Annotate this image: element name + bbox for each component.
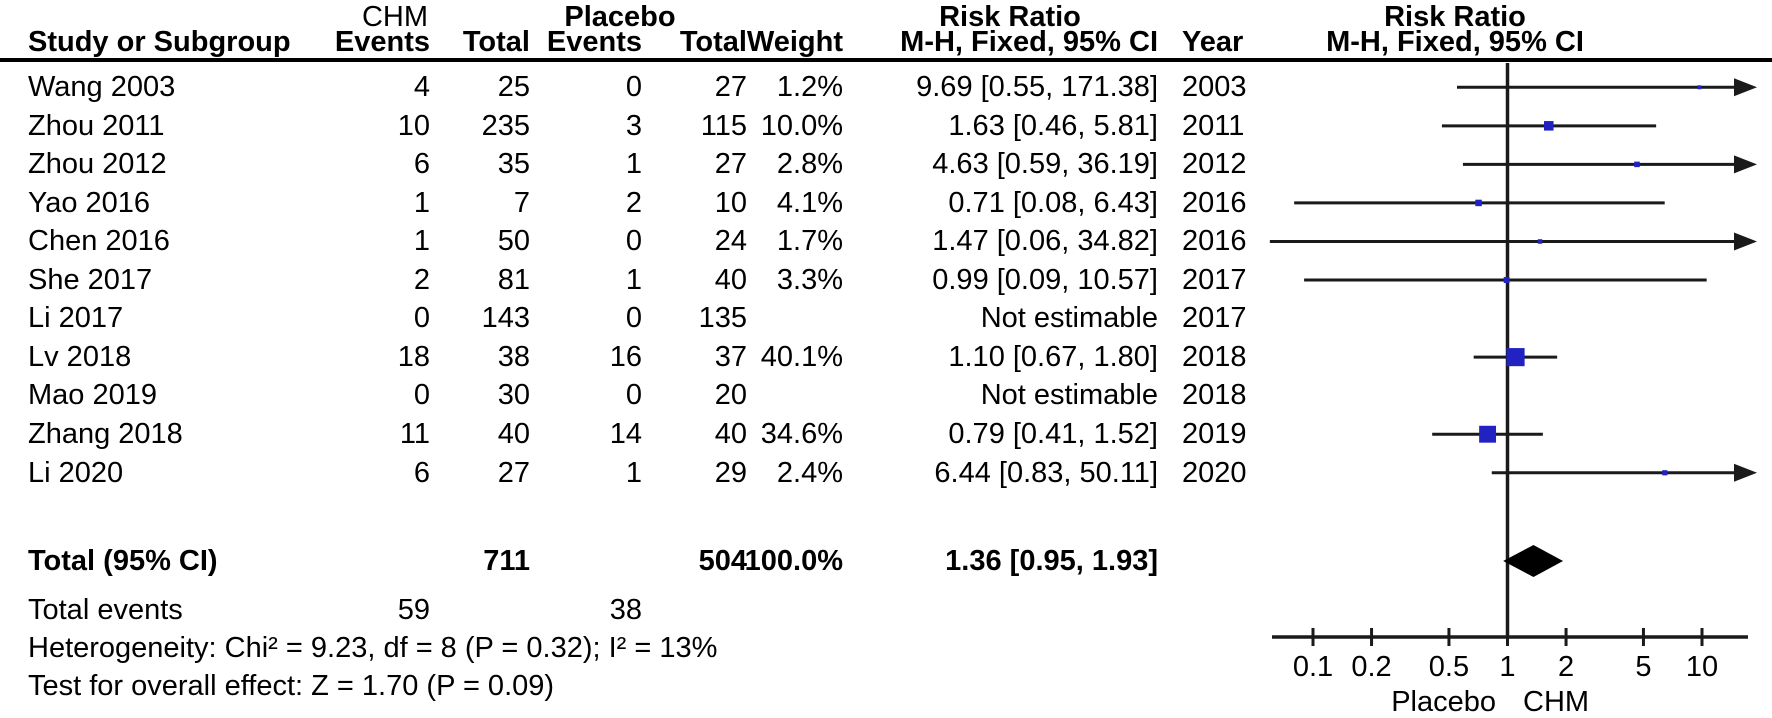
total-events-row	[0, 591, 1772, 630]
cell-risk-ratio-ci: 6.44 [0.83, 50.11]	[934, 456, 1158, 489]
column-header-chm-events: Events	[334, 26, 430, 58]
cell-chm-events: 0	[413, 379, 430, 412]
risk-ratio-left-header: Risk Ratio	[939, 1, 1081, 33]
cell-chm-events: 0	[413, 302, 430, 335]
cell-study: Zhou 2012	[28, 148, 167, 181]
cell-placebo-events: 16	[609, 340, 642, 373]
cell-weight: 10.0%	[760, 109, 843, 142]
cell-placebo-events: 0	[625, 225, 642, 258]
cell-placebo-events: 1	[625, 263, 642, 296]
cell-chm-total: 50	[497, 225, 530, 258]
cell-placebo-total: 40	[714, 263, 747, 296]
cell-study: Yao 2016	[28, 186, 151, 219]
cell-study: Chen 2016	[28, 225, 170, 258]
cell-placebo-total: 135	[698, 302, 747, 335]
column-header-mh-ci-right: M-H, Fixed, 95% CI	[1326, 26, 1584, 58]
favours-placebo-label: Placebo	[1391, 686, 1496, 718]
x-axis-tick-label: 1	[1499, 651, 1516, 683]
cell-placebo-total: 115	[700, 109, 747, 142]
table-row	[0, 222, 1772, 261]
x-axis-tick-label: 0.5	[1428, 651, 1470, 683]
table-row	[0, 299, 1772, 338]
cell-placebo-total: 27	[714, 71, 747, 103]
cell-year: 2016	[1182, 225, 1247, 258]
cell-chm-events: 2	[413, 263, 430, 296]
cell-chm-events: 6	[413, 456, 430, 489]
cell-year: 2016	[1182, 186, 1247, 219]
cell-chm-total: 7	[513, 186, 530, 219]
total-placebo-n: 504	[698, 545, 747, 577]
table-row	[0, 107, 1772, 146]
cell-placebo-events: 1	[625, 148, 642, 181]
total-row	[0, 542, 1772, 581]
cell-risk-ratio-ci: 1.10 [0.67, 1.80]	[948, 340, 1158, 373]
cell-study: Li 2020	[28, 456, 124, 489]
column-header-weight: Weight	[746, 26, 843, 58]
cell-chm-events: 4	[413, 71, 430, 103]
cell-chm-total: 25	[497, 71, 530, 103]
overall-effect-row	[0, 667, 1772, 706]
cell-placebo-events: 1	[625, 456, 642, 489]
favours-chm-label: CHM	[1523, 686, 1590, 718]
cell-placebo-events: 0	[625, 71, 642, 103]
cell-placebo-total: 40	[714, 417, 747, 450]
cell-weight: 1.7%	[776, 225, 843, 258]
cell-weight: 2.8%	[776, 148, 843, 181]
cell-placebo-events: 0	[625, 302, 642, 335]
x-axis-tick-label: 10	[1685, 651, 1719, 683]
cell-year: 2003	[1182, 71, 1247, 103]
cell-chm-total: 235	[481, 109, 530, 142]
cell-weight: 3.3%	[776, 263, 843, 296]
cell-placebo-events: 0	[625, 379, 642, 412]
cell-placebo-total: 37	[714, 340, 747, 373]
cell-chm-total: 40	[497, 417, 530, 450]
total-events-chm: 59	[397, 594, 430, 626]
cell-chm-events: 11	[399, 417, 430, 450]
cell-chm-events: 6	[413, 148, 430, 181]
table-row	[0, 376, 1772, 415]
cell-risk-ratio-ci: 0.71 [0.08, 6.43]	[948, 186, 1158, 219]
cell-study: Wang 2003	[28, 71, 176, 103]
risk-ratio-right-header: Risk Ratio	[1384, 1, 1526, 33]
cell-year: 2017	[1182, 302, 1247, 335]
heterogeneity-row	[0, 629, 1772, 668]
cell-study: Mao 2019	[28, 379, 157, 412]
total-events-placebo: 38	[609, 594, 642, 626]
cell-chm-total: 81	[497, 263, 530, 296]
total-ci-estimate: 1.36 [0.95, 1.93]	[945, 545, 1158, 577]
cell-placebo-total: 29	[714, 456, 747, 489]
cell-study: She 2017	[28, 263, 153, 296]
cell-placebo-total: 20	[714, 379, 747, 412]
total-chm-n: 711	[483, 545, 530, 577]
chm-group-header: CHM	[361, 1, 429, 33]
cell-chm-events: 1	[413, 186, 430, 219]
cell-weight	[733, 299, 843, 338]
cell-chm-total: 35	[497, 148, 530, 181]
table-row	[0, 454, 1772, 493]
cell-risk-ratio-ci: Not estimable	[980, 302, 1158, 335]
cell-chm-total: 30	[497, 379, 530, 412]
cell-year: 2018	[1182, 379, 1247, 412]
cell-weight: 34.6%	[760, 417, 843, 450]
cell-placebo-events: 3	[625, 109, 642, 142]
column-header-placebo-events: Events	[546, 26, 642, 58]
cell-risk-ratio-ci: 0.99 [0.09, 10.57]	[932, 263, 1158, 296]
x-axis-tick-label: 0.2	[1351, 651, 1392, 683]
total-events-label: Total events	[28, 594, 183, 626]
column-header-study: Study or Subgroup	[28, 26, 291, 58]
table-row	[0, 338, 1772, 377]
cell-weight: 1.2%	[776, 71, 843, 103]
cell-study: Zhou 2011	[28, 109, 165, 142]
placebo-group-header: Placebo	[564, 1, 676, 33]
total-weight: 100.0%	[744, 545, 843, 577]
cell-chm-events: 10	[397, 109, 430, 142]
cell-year: 2011	[1182, 109, 1245, 142]
cell-weight: 40.1%	[760, 340, 843, 373]
cell-risk-ratio-ci: 1.47 [0.06, 34.82]	[932, 225, 1158, 258]
column-header-chm-total: Total	[462, 26, 530, 58]
cell-risk-ratio-ci: 0.79 [0.41, 1.52]	[948, 417, 1158, 450]
cell-placebo-total: 10	[714, 186, 747, 219]
cell-chm-total: 38	[497, 340, 530, 373]
cell-placebo-events: 14	[609, 417, 642, 450]
cell-placebo-total: 24	[714, 225, 747, 258]
cell-placebo-total: 27	[714, 148, 747, 181]
total-row-label: Total (95% CI)	[28, 545, 218, 577]
column-header-year: Year	[1182, 26, 1244, 58]
cell-risk-ratio-ci: 4.63 [0.59, 36.19]	[932, 148, 1158, 181]
cell-weight: 4.1%	[776, 186, 843, 219]
table-row	[0, 415, 1772, 454]
header-divider-line	[0, 58, 1772, 62]
x-axis-tick-label: 5	[1635, 651, 1652, 683]
cell-study: Li 2017	[28, 302, 124, 335]
cell-risk-ratio-ci: 9.69 [0.55, 171.38]	[916, 71, 1158, 103]
table-row	[0, 184, 1772, 223]
cell-study: Lv 2018	[28, 340, 132, 373]
cell-year: 2018	[1182, 340, 1247, 373]
cell-chm-total: 143	[481, 302, 530, 335]
heterogeneity-text: Heterogeneity: Chi² = 9.23, df = 8 (P = 0.32); I² = 13%	[28, 632, 718, 664]
cell-weight	[733, 376, 843, 415]
cell-year: 2012	[1182, 148, 1247, 181]
cell-risk-ratio-ci: Not estimable	[980, 379, 1158, 412]
cell-chm-events: 18	[397, 340, 430, 373]
overall-effect-text: Test for overall effect: Z = 1.70 (P = 0.09)	[28, 670, 555, 702]
table-row	[0, 261, 1772, 300]
x-axis-tick-label: 0.1	[1292, 651, 1334, 683]
table-row	[0, 68, 1772, 107]
cell-year: 2019	[1182, 417, 1247, 450]
table-row	[0, 145, 1772, 184]
cell-chm-total: 27	[497, 456, 530, 489]
cell-year: 2017	[1182, 263, 1247, 296]
cell-weight: 2.4%	[776, 456, 843, 489]
cell-study: Zhang 2018	[28, 417, 183, 450]
x-axis-tick-label: 2	[1557, 651, 1575, 683]
cell-placebo-events: 2	[625, 186, 642, 219]
cell-chm-events: 1	[413, 225, 430, 258]
column-header-placebo-total: Total	[679, 26, 747, 58]
cell-year: 2020	[1182, 456, 1247, 489]
cell-risk-ratio-ci: 1.63 [0.46, 5.81]	[948, 109, 1158, 142]
column-header-mh-ci-left: M-H, Fixed, 95% CI	[900, 26, 1158, 58]
